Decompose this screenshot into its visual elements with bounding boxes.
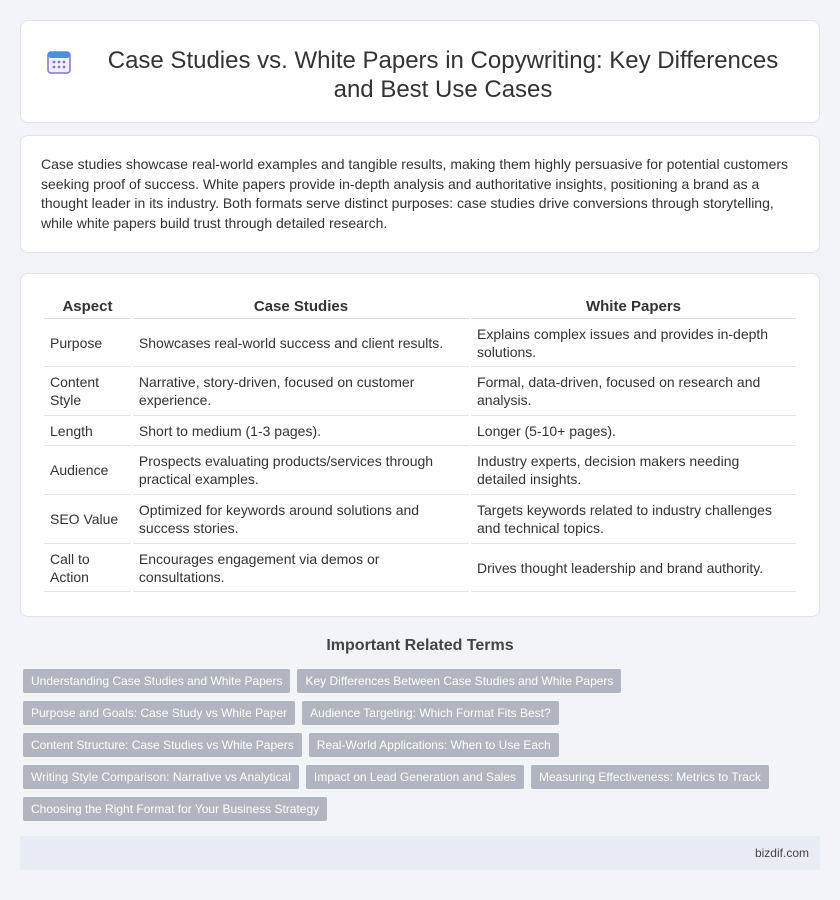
table-row xyxy=(44,446,796,495)
aspect-cell: Purpose xyxy=(44,319,131,367)
footer xyxy=(20,836,820,870)
calendar-grid-icon xyxy=(45,48,73,76)
case-studies-cell: Short to medium (1-3 pages). xyxy=(133,416,469,446)
related-term-tag[interactable]: Understanding Case Studies and White Papers xyxy=(23,669,290,693)
comparison-table-card xyxy=(20,273,820,617)
white-papers-cell: Explains complex issues and provides in-depth solutions. xyxy=(471,319,796,367)
intro-card xyxy=(20,135,820,253)
header-card xyxy=(20,20,820,123)
related-term-tag[interactable]: Measuring Effectiveness: Metrics to Track xyxy=(531,765,769,789)
white-papers-cell: Formal, data-driven, focused on research and analysis. xyxy=(471,367,796,416)
aspect-cell: Call to Action xyxy=(44,544,131,592)
intro-paragraph: Case studies showcase real-world examples and tangible results, making them highly persuasive for potential customers seeking proof of success. White papers provide in-depth analysis and authoritative insights, positioning a brand as a thought leader in its industry. Both formats serve distinct purposes: case studies drive conversions through storytelling, while white papers build trust through detailed research. xyxy=(41,156,789,231)
table-row xyxy=(44,416,796,446)
header-case-studies: Case Studies xyxy=(133,295,469,319)
related-term-tag[interactable]: Key Differences Between Case Studies and White Papers xyxy=(297,669,621,693)
table-row xyxy=(44,367,796,416)
table-row xyxy=(44,544,796,592)
table-row xyxy=(44,495,796,544)
related-term-tag[interactable]: Writing Style Comparison: Narrative vs Analytical xyxy=(23,765,299,789)
aspect-cell: Content Style xyxy=(44,367,131,416)
related-term-tag[interactable]: Purpose and Goals: Case Study vs White Paper xyxy=(23,701,295,725)
header-white-papers: White Papers xyxy=(471,295,796,319)
aspect-cell: SEO Value xyxy=(44,495,131,544)
footer-site-link[interactable]: bizdif.com xyxy=(754,846,809,860)
related-term-tag[interactable]: Audience Targeting: Which Format Fits Best? xyxy=(302,701,559,725)
white-papers-cell: Drives thought leadership and brand authority. xyxy=(471,544,796,592)
related-term-tag[interactable]: Impact on Lead Generation and Sales xyxy=(306,765,524,789)
white-papers-cell: Longer (5-10+ pages). xyxy=(471,416,796,446)
case-studies-cell: Narrative, story-driven, focused on customer experience. xyxy=(133,367,469,416)
related-term-tag[interactable]: Choosing the Right Format for Your Business Strategy xyxy=(23,797,327,821)
white-papers-cell: Industry experts, decision makers needing detailed insights. xyxy=(471,446,796,495)
table-header-row xyxy=(44,295,796,319)
header-aspect: Aspect xyxy=(44,295,131,319)
related-term-tag[interactable]: Real-World Applications: When to Use Each xyxy=(309,733,559,757)
case-studies-cell: Optimized for keywords around solutions and success stories. xyxy=(133,495,469,544)
case-studies-cell: Prospects evaluating products/services through practical examples. xyxy=(133,446,469,495)
comparison-table xyxy=(42,295,798,592)
case-studies-cell: Encourages engagement via demos or consultations. xyxy=(133,544,469,592)
page-title: Case Studies vs. White Papers in Copywriting: Key Differences and Best Use Cases xyxy=(107,47,779,103)
aspect-cell: Length xyxy=(44,416,131,446)
related-terms-tags xyxy=(23,669,813,821)
related-term-tag[interactable]: Content Structure: Case Studies vs White Papers xyxy=(23,733,302,757)
case-studies-cell: Showcases real-world success and client results. xyxy=(133,319,469,367)
table-row xyxy=(44,319,796,367)
related-terms-title: Important Related Terms xyxy=(326,637,514,654)
white-papers-cell: Targets keywords related to industry challenges and technical topics. xyxy=(471,495,796,544)
aspect-cell: Audience xyxy=(44,446,131,495)
